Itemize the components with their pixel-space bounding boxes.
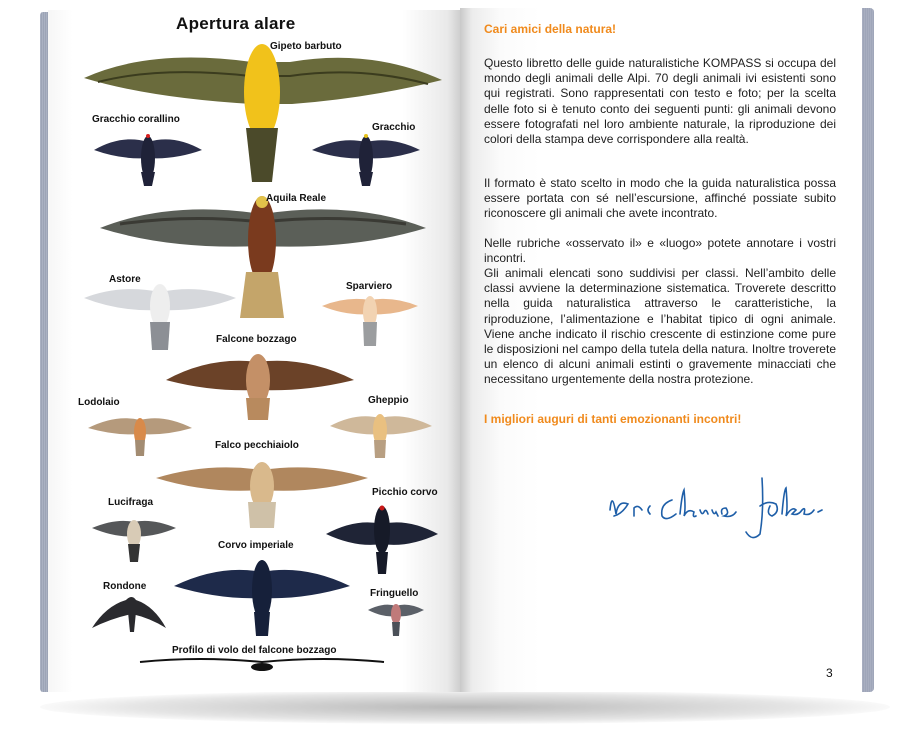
- bird-picchio-corvo: [326, 506, 438, 575]
- intro-paragraph-4: Gli animali elencati sono suddivisi per classi. Nell’ambito delle classi avviene la determinazione sistematica. Troverete descritto nella guida naturalistica attraverso le caratteristiche, la riproduzione, l’alimentazione e l’habitat tipico di ogni animale. Viene anche indicato il rischio crescente di estinzione come pure le disposizioni nel campo della tutela della natura. Inoltre troverete un elenco di alcuni animali estinti o gravemente minacciati che necessitano urgentemente della nostra protezione.: [484, 266, 836, 387]
- label-corvo-imperiale: Corvo imperiale: [218, 540, 294, 551]
- bird-corvo-imperiale: [174, 560, 350, 636]
- label-astore: Astore: [109, 274, 141, 285]
- label-aquila-reale: Aquila Reale: [266, 193, 327, 204]
- right-page-edges: [860, 8, 874, 692]
- label-gipeto-barbuto: Gipeto barbuto: [270, 41, 342, 52]
- closing-wishes: I migliori auguri di tanti emozionanti incontri!: [484, 412, 742, 426]
- label-lodolaio: Lodolaio: [78, 397, 120, 408]
- page-number: 3: [826, 666, 833, 680]
- bird-sparviero: [322, 296, 418, 346]
- bird-gracchio: [312, 134, 420, 186]
- bird-astore: [84, 284, 236, 350]
- bird-lodolaio: [88, 418, 192, 456]
- bird-gipeto-barbuto: [84, 44, 442, 182]
- label-rondone: Rondone: [103, 581, 147, 592]
- book-shadow: [40, 690, 890, 724]
- bird-rondone: [92, 597, 166, 632]
- bird-gracchio-corallino: [94, 134, 202, 186]
- label-lucifraga: Lucifraga: [108, 497, 154, 508]
- intro-paragraph-2: Il formato è stato scelto in modo che la guida naturalistica possa essere portata con sé nell’escursione, affinché possiate subito riconoscere gli animali che avete incontrato.: [484, 176, 836, 221]
- intro-paragraph-1: Questo libretto delle guide naturalistiche KOMPASS si occupa del mondo degli animali delle Alpi. 70 degli animali ivi esistenti sono qui registrati. Sono rappresentati con testo e foto; per la scelta delle foto si è tenuto conto dei seguenti punti: gli animali devono essere fotografati nel loro ambiente naturale, la riproduzione dei colori della stampa deve corrispondere alla realtà.: [484, 56, 836, 147]
- label-gracchio-corallino: Gracchio corallino: [92, 114, 180, 125]
- author-signature: [600, 470, 840, 550]
- bird-gheppio: [330, 414, 432, 458]
- label-falco-pecchiaiolo: Falco pecchiaiolo: [215, 440, 299, 451]
- label-fringuello: Fringuello: [370, 588, 419, 599]
- bird-lucifraga: [92, 520, 176, 562]
- bird-falco-pecchiaiolo: [156, 462, 368, 528]
- bird-falcone-bozzago: [166, 354, 354, 420]
- label-picchio-corvo: Picchio corvo: [372, 487, 438, 498]
- label-sparviero: Sparviero: [346, 281, 393, 292]
- intro-paragraph-3: Nelle rubriche «osservato il» e «luogo» potete annotare i vostri incontri.: [484, 236, 836, 266]
- label-falcone-bozzago: Falcone bozzago: [216, 334, 297, 345]
- label-gheppio: Gheppio: [368, 395, 409, 406]
- flight-profile-falcone: [140, 659, 384, 671]
- label-gracchio: Gracchio: [372, 122, 416, 133]
- bird-fringuello: [368, 604, 424, 636]
- flight-profile-caption: Profilo di volo del falcone bozzago: [172, 645, 337, 656]
- greeting-heading: Cari amici della natura!: [484, 22, 617, 36]
- page-title: Apertura alare: [176, 14, 296, 33]
